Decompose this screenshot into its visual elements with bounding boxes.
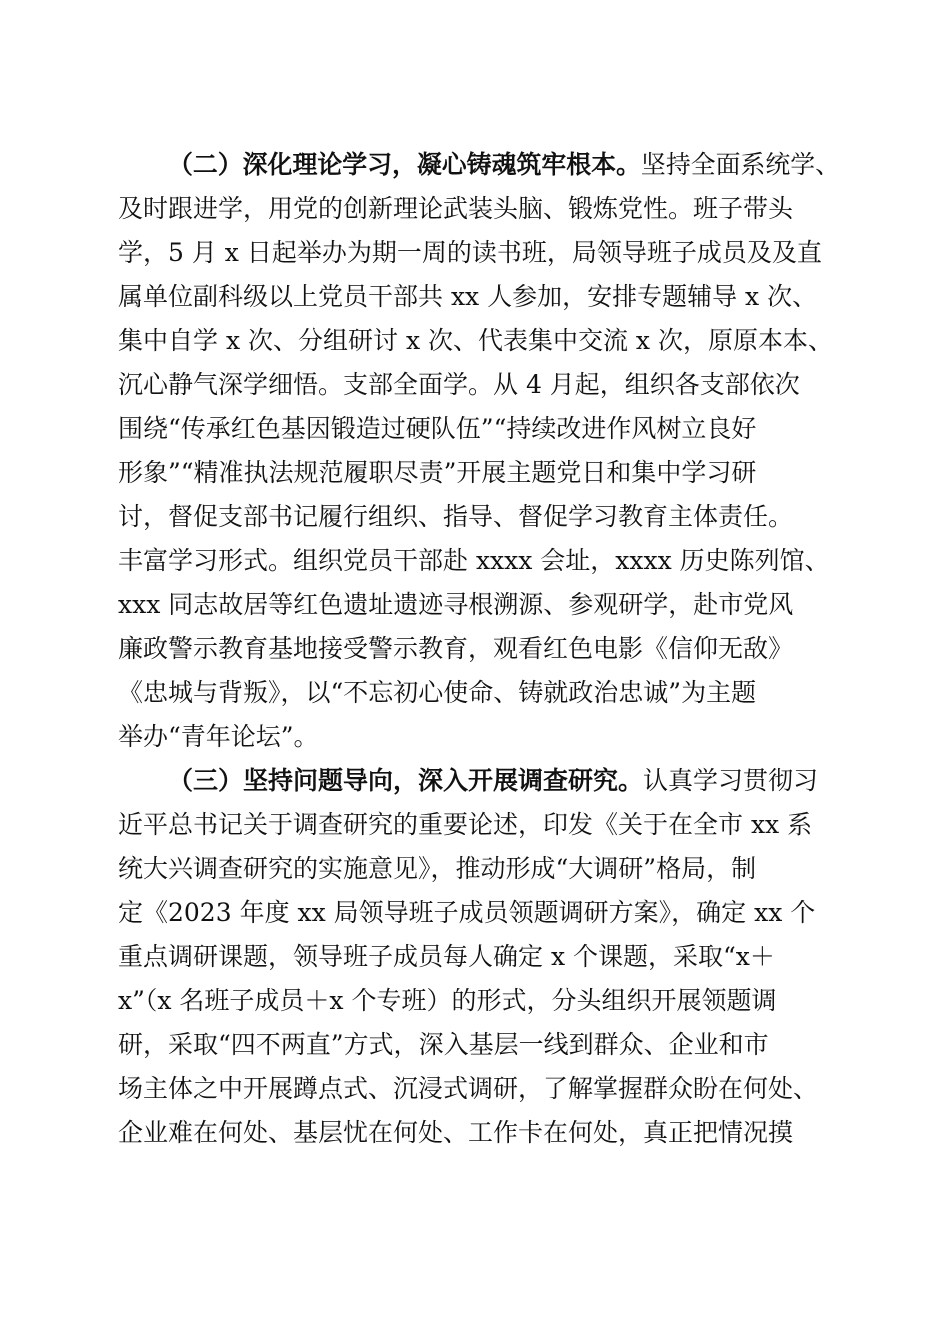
paragraph-line: 重点调研课题，领导班子成员每人确定 x 个课题，采取“x＋: [118, 942, 775, 971]
paragraph-line: 统大兴调查研究的实施意见》，推动形成“大调研”格局，制: [118, 854, 757, 883]
paragraph-line: 企业难在何处、基层忧在何处、工作卡在何处，真正把情况摸: [118, 1118, 794, 1147]
paragraph-line: 举办“青年论坛”。: [118, 722, 319, 751]
paragraph-line: 研，采取“四不两直”方式，深入基层一线到群众、企业和市: [118, 1030, 769, 1059]
paragraph-line: x”（x 名班子成员＋x 个专班）的形式，分头组织开展领题调: [118, 986, 777, 1015]
paragraph-line: 沉心静气深学细悟。支部全面学。从 4 月起，组织各支部依次: [118, 370, 800, 399]
paragraph-line: 围绕“传承红色基因锻造过硬队伍”“持续改进作风树立良好: [118, 414, 757, 443]
paragraph-line: 廉政警示教育基地接受警示教育，观看红色电影《信仰无敌》: [118, 634, 794, 663]
section-3-heading: （三）坚持问题导向，深入开展调查研究。: [168, 766, 644, 795]
paragraph-line: 定《2023 年度 xx 局领导班子成员领题调研方案》，确定 xx 个: [118, 898, 816, 927]
paragraph-line: 学，5 月 x 日起举办为期一周的读书班，局领导班子成员及及直: [118, 238, 822, 267]
section-3-first-line: [168, 764, 818, 798]
paragraph-line: 属单位副科级以上党员干部共 xx 人参加，安排专题辅导 x 次、: [118, 282, 818, 311]
paragraph-line: 场主体之中开展蹲点式、沉浸式调研，了解掌握群众盼在何处、: [118, 1074, 819, 1103]
section-2-first-line-text: 坚持全面系统学、: [640, 150, 841, 179]
paragraph-line: 及时跟进学，用党的创新理论武装头脑、锻炼党性。班子带头: [118, 194, 794, 223]
paragraph-line: 《忠城与背叛》，以“不忘初心使命、铸就政治忠诚”为主题: [118, 678, 757, 707]
paragraph-line: 近平总书记关于调查研究的重要论述，印发《关于在全市 xx 系: [118, 810, 813, 839]
paragraph-line: 讨，督促支部书记履行组织、指导、督促学习教育主体责任。: [118, 502, 794, 531]
paragraph-line: 形象”“精准执法规范履职尽责”开展主题党日和集中学习研: [118, 458, 757, 487]
section-2-heading: （二）深化理论学习，凝心铸魂筑牢根本。: [168, 150, 641, 179]
section-2-first-line: [168, 148, 840, 182]
paragraph-line: 集中自学 x 次、分组研讨 x 次、代表集中交流 x 次，原原本本、: [118, 326, 833, 355]
paragraph-line: xxx 同志故居等红色遗址遗迹寻根溯源、参观研学，赴市党风: [118, 590, 794, 619]
section-3-first-line-text: 认真学习贯彻习: [643, 766, 819, 795]
paragraph-line: 丰富学习形式。组织党员干部赴 xxxx 会址，xxxx 历史陈列馆、: [118, 546, 830, 575]
